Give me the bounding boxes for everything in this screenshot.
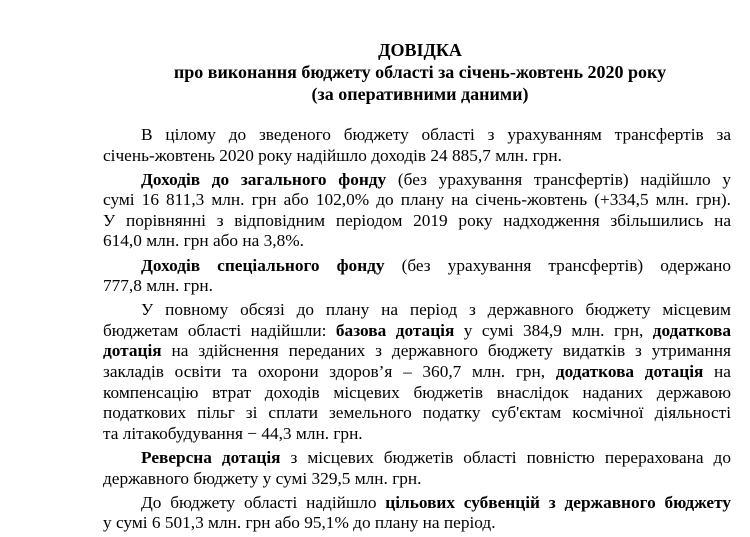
- document-subtitle-note: (за оперативними даними): [311, 84, 529, 104]
- text-line: 614,0 млн. грн або на 3,8%.: [103, 231, 304, 251]
- paragraph-general-fund: [103, 170, 731, 252]
- text-fragment: (без урахування трансфертів) одержано: [384, 255, 731, 275]
- text-fragment: у сумі 384,9 млн. грн,: [454, 320, 653, 340]
- paragraph-total-revenue: [103, 125, 731, 166]
- text-fragment: До бюджету області надійшло: [141, 492, 386, 512]
- text-line: У повному обсязі до плану на період з державного бюджету місцевим: [141, 300, 731, 320]
- text-fragment: закладів освіти та охорони здоров’я – 360,7 млн. грн,: [103, 362, 556, 382]
- text-fragment: на здійснення переданих з державного бюджету видатків з утримання: [161, 341, 731, 361]
- text-line: [103, 493, 731, 514]
- text-fragment: з місцевих бюджетів області повністю перерахована до: [280, 447, 731, 467]
- bold-term: додаткова дотація: [555, 362, 704, 382]
- text-line: податкових пільг зі сплати земельного податку суб'єктам космічної діяльності: [103, 403, 731, 423]
- text-line: та літакобудування − 44,3 млн. грн.: [103, 423, 363, 443]
- bold-term: Доходів до загального фонду: [141, 169, 387, 189]
- text-line: [103, 321, 731, 342]
- text-line: В цілому до зведеного бюджету області з урахуванням трансфертів за: [141, 125, 731, 144]
- bold-term: додаткова: [652, 320, 732, 340]
- text-line: січень-жовтень 2020 року надійшло доходів 24 885,7 млн. грн.: [103, 145, 562, 165]
- paragraph-reverse-subsidy: [103, 448, 731, 489]
- paragraph-special-fund: [103, 256, 731, 297]
- text-line: компенсацію втрат доходів місцевих бюджетів внаслідок наданих державою: [103, 382, 731, 402]
- bold-term: Реверсна дотація: [141, 447, 281, 467]
- text-line: [103, 448, 731, 469]
- bold-term: Доходів спеціального фонду: [141, 255, 385, 275]
- bold-term: цільових субвенцій з державного бюджету: [385, 492, 731, 512]
- document-title: ДОВІДКА: [378, 40, 462, 60]
- text-fragment: бюджетам області надійшли:: [103, 320, 336, 340]
- document-header: [0, 39, 750, 105]
- text-line: [103, 170, 731, 191]
- text-line: [103, 341, 731, 362]
- text-line: державного бюджету у сумі 329,5 млн. грн.: [103, 468, 422, 488]
- document-body: [103, 125, 731, 537]
- paragraph-targeted-subventions: [103, 493, 731, 534]
- text-fragment: (без урахування трансфертів) надійшло у: [386, 169, 731, 189]
- paragraph-subsidies: [103, 300, 731, 444]
- text-line: У порівнянні з відповідним періодом 2019 року надходження збільшились на: [103, 210, 731, 230]
- bold-term: дотація: [103, 341, 162, 361]
- text-line: [103, 362, 731, 383]
- text-fragment: на: [703, 362, 731, 382]
- text-line: сумі 16 811,3 млн. грн або 102,0% до плану на січень-жовтень (+334,5 млн. грн).: [103, 190, 731, 210]
- text-line: [103, 256, 731, 277]
- bold-term: базова дотація: [335, 320, 455, 340]
- text-line: 777,8 млн. грн.: [103, 276, 213, 296]
- document-subtitle: про виконання бюджету області за січень-жовтень 2020 року: [173, 62, 667, 82]
- text-line: у сумі 6 501,3 млн. грн або 95,1% до плану на період.: [103, 513, 496, 533]
